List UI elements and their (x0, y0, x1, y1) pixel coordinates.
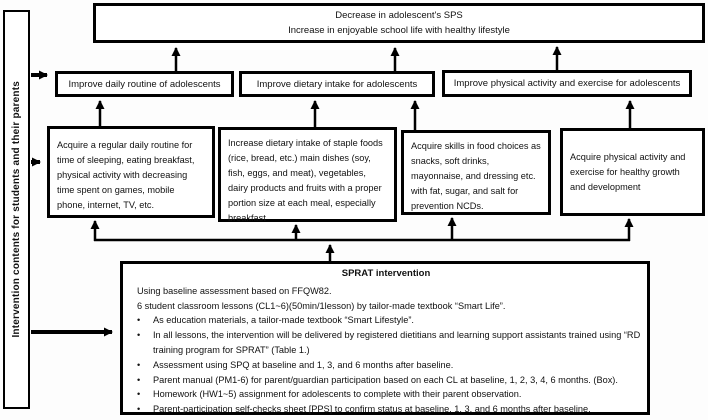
intervention-bullet-list (131, 313, 641, 417)
intervention-box (120, 261, 650, 415)
sidebar-vertical-label (3, 10, 30, 409)
outcome-box-daily-routine (55, 71, 234, 97)
objective-text: Acquire a regular daily routine for time of sleeping, eating breakfast, physical activity with decreasing time spent on games, mobile phone, internet, TV, etc. (57, 140, 195, 210)
outcome-box-dietary-intake (239, 71, 435, 97)
goal-line-1: Decrease in adolescent's SPS (335, 10, 463, 21)
sidebar-label-text: Intervention contents for students and their parents (11, 81, 22, 338)
intervention-bullet: Parent manual (PM1-6) for parent/guardian participation based on each CL at baseline, 1, 2, 3, 4, 6 months. (Box). (153, 374, 618, 385)
outcome-box-physical-activity (442, 70, 692, 97)
outcome-label: Improve dietary intake for adolescents (256, 78, 418, 90)
intervention-bullet: Homework (HW1~5) assignment for adolescents to complete with their parent observation. (153, 389, 522, 400)
intervention-bullet: Assessment using SPQ at baseline and 1, 3, and 6 months after baseline. (153, 359, 454, 370)
outcome-label: Improve daily routine of adolescents (68, 78, 221, 90)
objective-box-daily-routine (47, 126, 215, 218)
intervention-title: SPRAT intervention (341, 268, 431, 279)
objective-box-exercise (560, 128, 705, 216)
intervention-intro-line: Using baseline assessment based on FFQW82. (137, 285, 332, 296)
objective-text: Acquire physical activity and exercise for healthy growth and development (570, 151, 686, 192)
outcome-label: Improve physical activity and exercise for adolescents (453, 78, 681, 89)
objective-box-dietary-intake (218, 127, 397, 222)
intervention-intro-line: 6 student classroom lessons (CL1~6)(50min/1lesson) by tailor-made textbook “Smart Life”. (137, 300, 506, 311)
objective-text: Increase dietary intake of staple foods (rice, bread, etc.) main dishes (soy, fish, eggs, and meat), vegetables, dairy products and fruits with a proper portion size at each meal, especially breakfast (228, 138, 383, 223)
objective-text: Acquire skills in food choices as snacks, soft drinks, mayonnaise, and dressing etc. with fat, sugar, and salt for prevention NCDs. (411, 141, 541, 211)
intervention-bullet: In all lessons, the intervention will be delivered by registered dietitians and learning support assistants trained using “RD training program for SPRAT” (Table 1.) (153, 330, 641, 355)
intervention-bullet: As education materials, a tailor-made textbook “Smart Lifestyle”. (153, 315, 414, 326)
goal-box (93, 3, 705, 43)
goal-line-2: Increase in enjoyable school life with healthy lifestyle (288, 25, 510, 36)
intervention-bullet: Parent-participation self-checks sheet [PPS] to confirm status at baseline, 1, 3, and 6 months after baseline. (153, 404, 591, 415)
objective-box-food-choices (401, 130, 551, 215)
